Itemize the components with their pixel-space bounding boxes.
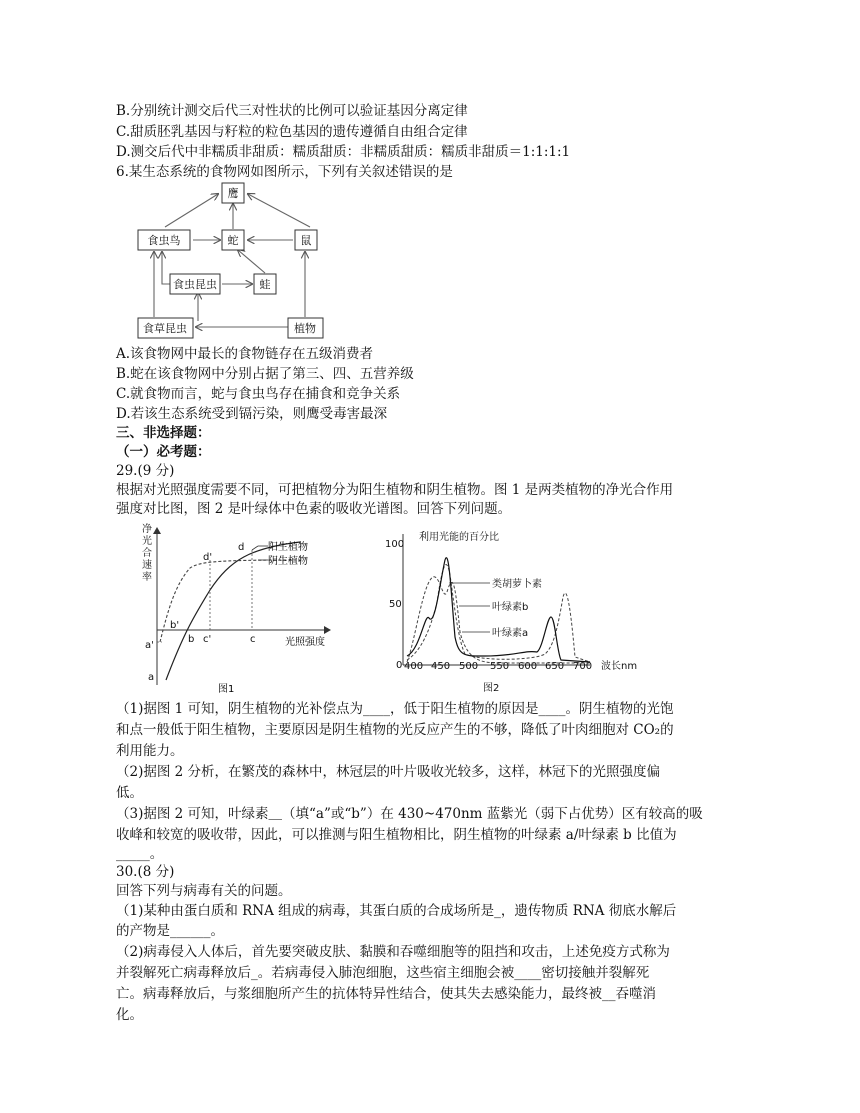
fig2-caption: 图2 <box>483 683 500 694</box>
option-c-text: C.甜质胚乳基因与籽粒的粒色基因的遗传遵循自由组合定律 <box>116 124 468 140</box>
option-d-text: D.测交后代中非糯质非甜质：糯质甜质：非糯质甜质：糯质非甜质＝1:1:1:1 <box>116 144 571 160</box>
node-herb: 食草昆虫 <box>143 322 187 335</box>
q6-option-d: D.若该生态系统受到镉污染，则鹰受毒害最深 <box>116 406 388 422</box>
q29-p3-line3: _____。 <box>116 846 164 862</box>
svg-text:率: 率 <box>142 572 152 583</box>
fig2-x-400: 400 <box>404 661 424 672</box>
fig2-y-0: 0 <box>396 660 403 671</box>
q30-p1-line2: 的产物是______。 <box>116 923 224 939</box>
fig2-x-700: 700 <box>573 661 593 672</box>
q29-number: 29.(9 分) <box>116 463 175 479</box>
q6-option-b: B.蛇在该食物网中分别占据了第三、四、五营养级 <box>116 366 414 382</box>
point-d-prime: d' <box>203 552 213 563</box>
svg-text:速: 速 <box>142 560 152 571</box>
q29-p3-line1: （3)据图 2 可知，叶绿素＿（填“a”或“b”）在 430~470nm 蓝紫光（弱下占优势）区有较高的吸 <box>116 806 703 822</box>
fig2-label-chl-b: 叶绿素b <box>492 602 529 613</box>
fig2-y-50: 50 <box>389 599 402 610</box>
fig2-label-carotenoid: 类胡萝卜素 <box>492 579 542 590</box>
fig2-x-600: 600 <box>518 661 538 672</box>
q29-p2-line1: （2)据图 2 分析，在繁茂的森林中，林冠层的叶片吸收光较多，这样，林冠下的光照强度偏 <box>116 764 661 780</box>
q30-number: 30.(8 分) <box>116 864 175 880</box>
fig2-x-550: 550 <box>490 661 510 672</box>
q29-p1-line2: 和点一般低于阳生植物，主要原因是阴生植物的光反应产生的不够，降低了叶肉细胞对 CO₂的 <box>116 722 674 738</box>
fig2-title: 利用光能的百分比 <box>419 532 499 543</box>
fig1-ylabel <box>142 522 152 583</box>
fig1-xlabel: 光照强度 <box>285 637 325 648</box>
fig2-x-650: 650 <box>545 661 565 672</box>
fig2-label-chl-a: 叶绿素a <box>492 628 529 639</box>
point-b: b <box>188 634 195 645</box>
q29-p2-line2: 低。 <box>116 785 143 801</box>
food-web-diagram <box>130 180 350 342</box>
fig2-x-500: 500 <box>459 661 479 672</box>
q29-p1-line3: 利用能力。 <box>116 743 184 759</box>
node-bird: 食虫鸟 <box>147 234 181 247</box>
q29-intro-1: 根据对光照强度需要不同，可把植物分为阳生植物和阴生植物。图 1 是两类植物的净光合作用 <box>116 482 674 498</box>
fig1-legend-sun: 阳生植物 <box>268 542 308 553</box>
section-heading: 三、非选择题： <box>116 425 211 441</box>
q29-p3-line2: 收峰和较宽的吸收带，因此，可以推测与阳生植物相比，阴生植物的叶绿素 a/叶绿素 b 比值为 <box>116 827 677 843</box>
fig1-legend-shade: 阴生植物 <box>268 556 308 567</box>
point-b-prime: b' <box>170 620 180 631</box>
figure-2-chart <box>385 522 675 695</box>
svg-text:光: 光 <box>142 536 152 547</box>
q29-p1-line1: （1)据图 1 可知，阴生植物的光补偿点为____，低于阳生植物的原因是____。阴生植物的光饱 <box>116 701 674 717</box>
q6-option-a: A.该食物网中最长的食物链存在五级消费者 <box>116 346 374 362</box>
svg-text:合: 合 <box>142 548 152 559</box>
q30-intro: 回答下列与病毒有关的问题。 <box>116 883 292 899</box>
section-subheading: （一）必考题： <box>116 444 211 460</box>
point-a-prime: a' <box>145 640 154 651</box>
fig2-x-450: 450 <box>431 661 451 672</box>
q30-p2-line2: 并裂解死亡病毒释放后_。若病毒侵入肺泡细胞，这些宿主细胞会被____密切接触并裂解死 <box>116 965 650 981</box>
q6-option-c: C.就食物而言，蛇与食虫鸟存在捕食和竞争关系 <box>116 386 401 402</box>
q30-p2-line4: 化。 <box>116 1007 143 1023</box>
node-insect: 食虫昆虫 <box>173 278 217 291</box>
node-snake: 蛇 <box>227 234 239 247</box>
fig1-caption: 图1 <box>218 684 235 695</box>
point-d: d <box>238 542 245 553</box>
fig2-x-unit: 波长nm <box>601 661 638 672</box>
q30-p2-line1: （2)病毒侵入人体后，首先要突破皮肤、黏膜和吞噬细胞等的阻挡和攻击，上述免疫方式称为 <box>116 944 670 960</box>
point-a: a <box>148 672 155 683</box>
point-c: c <box>250 634 256 645</box>
node-plant: 植物 <box>294 322 316 335</box>
fig2-y-100: 100 <box>385 539 405 550</box>
svg-text:净: 净 <box>142 524 152 535</box>
question-6-stem: 6.某生态系统的食物网如图所示，下列有关叙述错误的是 <box>116 164 453 180</box>
node-frog: 蛙 <box>259 278 271 291</box>
q29-intro-2: 强度对比图，图 2 是叶绿体中色素的吸收光谱图。回答下列问题。 <box>116 501 512 517</box>
point-c-prime: c' <box>203 634 212 645</box>
node-hawk: 鹰 <box>227 187 239 200</box>
node-mouse: 鼠 <box>300 234 312 247</box>
q30-p1-line1: （1)某种由蛋白质和 RNA 组成的病毒，其蛋白质的合成场所是_，遗传物质 RNA 彻底水解后 <box>116 903 677 919</box>
q30-p2-line3: 亡。病毒释放后，与浆细胞所产生的抗体特异性结合，使其失去感染能力，最终被__吞噬消 <box>116 986 656 1002</box>
option-b-text: B.分别统计测交后代三对性状的比例可以验证基因分离定律 <box>116 103 468 119</box>
figure-1-chart <box>140 520 340 695</box>
